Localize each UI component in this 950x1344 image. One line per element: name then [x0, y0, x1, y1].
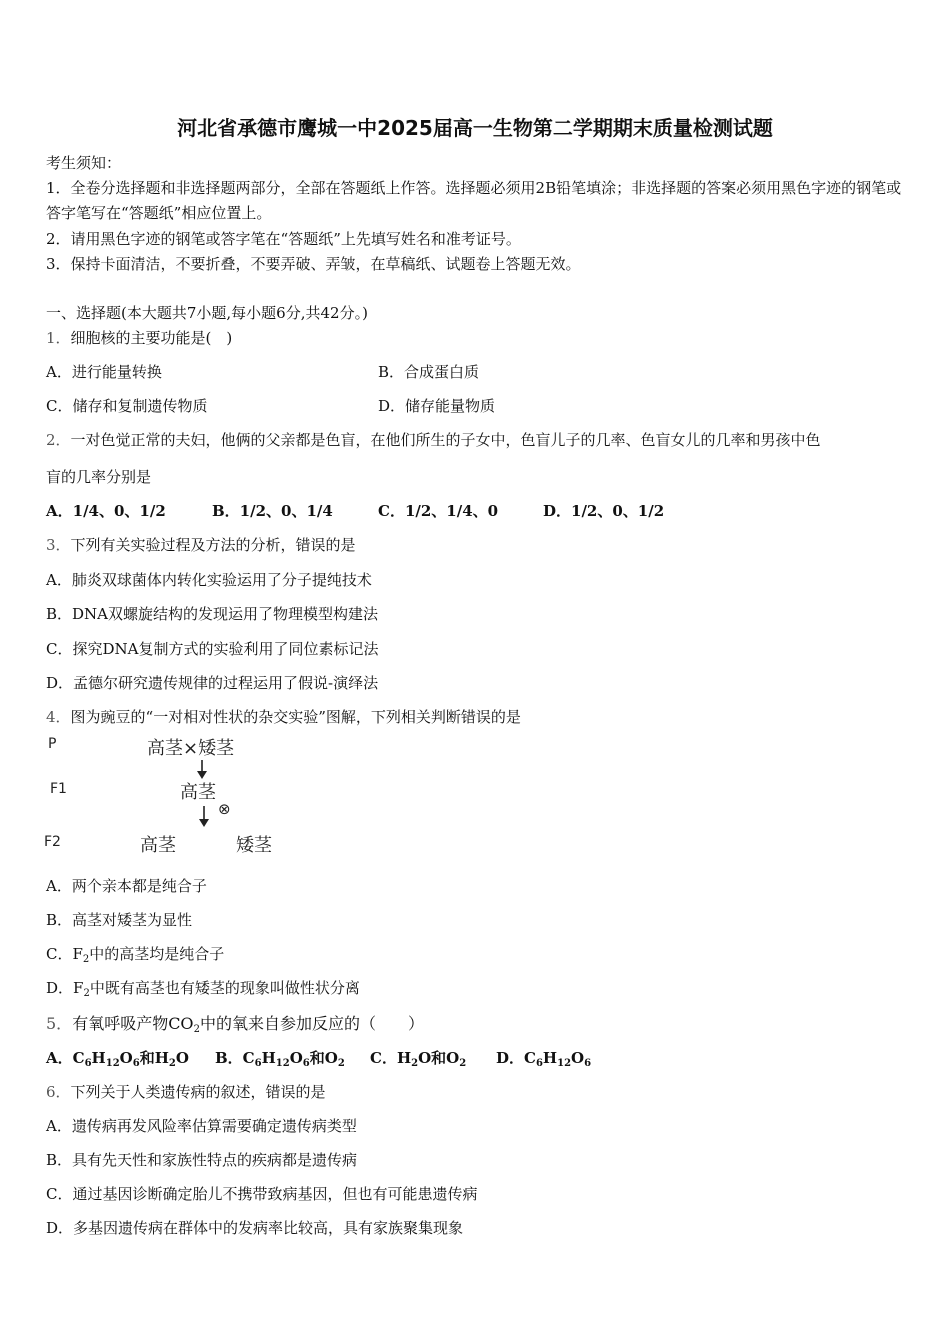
q1-option-d: D．储存能量物质: [378, 397, 496, 415]
q1-option-c: C．储存和复制遗传物质: [46, 397, 208, 415]
q6-option-b: B．具有先天性和家族性特点的疾病都是遗传病: [46, 1151, 358, 1169]
q4-option-c: C．$F_2$中的高茎均是纯合子: [46, 945, 225, 965]
q3-option-b: B．DNA双螺旋结构的发现运用了物理模型构建法: [46, 605, 379, 623]
question-stem: 图为豌豆的“一对相对性状的杂交实验”图解，下列相关判断错误的是: [70, 708, 521, 726]
diagram-cross: 高茎×矮茎: [147, 738, 235, 759]
question-number: 4．: [46, 708, 71, 726]
selfing-icon: ⊗: [218, 800, 231, 818]
q6-option-d: D．多基因遗传病在群体中的发病率比较高，具有家族聚集现象: [46, 1219, 464, 1237]
q5-option-a: A．$C_6H_{12}O_6$和$H_2O$: [46, 1049, 189, 1069]
question-3: [46, 534, 356, 555]
question-number: 5．: [46, 1014, 73, 1033]
question-number: 6．: [46, 1083, 71, 1101]
q5-option-b: B．$C_6H_{12}O_6$和$O_2$: [215, 1049, 345, 1069]
diagram-f2-tall: 高茎: [140, 835, 176, 856]
q4-option-a: A．两个亲本都是纯合子: [46, 877, 207, 895]
q5-option-d: D．$C_6H_{12}O_6$: [496, 1049, 592, 1069]
notice-item-3: 3．保持卡面清洁，不要折叠，不要弄破、弄皱，在草稿纸、试题卷上答题无效。: [46, 255, 581, 273]
q2-option-b: B．1/2、0、1/4: [212, 502, 333, 520]
question-number: 1．: [46, 329, 71, 347]
question-2: [46, 429, 821, 450]
page-title: 河北省承德市鹰城一中2025届高一生物第二学期期末质量检测试题: [177, 116, 773, 140]
arrow-down-icon: [192, 758, 212, 780]
notice-heading: 考生须知：: [46, 154, 122, 172]
q3-option-c: C．探究DNA复制方式的实验利用了同位素标记法: [46, 640, 379, 658]
question-number: 2．: [46, 431, 71, 449]
diagram-f2-short: 矮茎: [236, 835, 272, 856]
question-number: 3．: [46, 536, 71, 554]
question-5: 5．有氧呼吸产物$CO_2$中的氧来自参加反应的（ ）: [46, 1014, 424, 1035]
q4-option-d: D．$F_2$中既有高茎也有矮茎的现象叫做性状分离: [46, 979, 360, 999]
question-2-cont: 盲的几率分别是: [46, 468, 152, 486]
notice-item-2: 2．请用黑色字迹的钢笔或答字笔在“答题纸”上先填写姓名和准考证号。: [46, 230, 521, 248]
question-1: [46, 327, 232, 348]
question-4: [46, 706, 521, 727]
q6-option-a: A．遗传病再发风险率估算需要确定遗传病类型: [46, 1117, 357, 1135]
q2-option-c: C．1/2、1/4、0: [378, 502, 499, 520]
cross-diagram: [40, 730, 320, 860]
diagram-label-f2: F2: [44, 834, 61, 850]
question-6: [46, 1081, 326, 1102]
diagram-label-f1: F1: [50, 781, 67, 797]
arrow-down-icon: [194, 804, 214, 828]
q1-option-b: B．合成蛋白质: [378, 363, 480, 381]
question-stem: 下列有关实验过程及方法的分析，错误的是: [70, 536, 356, 554]
diagram-label-p: P: [48, 736, 57, 752]
q2-option-a: A．1/4、0、1/2: [46, 502, 166, 520]
q3-option-a: A．肺炎双球菌体内转化实验运用了分子提纯技术: [46, 571, 372, 589]
q6-option-c: C．通过基因诊断确定胎儿不携带致病基因，但也有可能患遗传病: [46, 1185, 478, 1203]
section-heading: 一、选择题(本大题共7小题,每小题6分,共42分。): [46, 304, 368, 322]
question-stem: 一对色觉正常的夫妇，他俩的父亲都是色盲，在他们所生的子女中，色盲儿子的几率、色盲女儿的几率和男孩中色: [70, 431, 821, 449]
question-stem: 下列关于人类遗传病的叙述，错误的是: [70, 1083, 326, 1101]
notice-item-1: 1．全卷分选择题和非选择题两部分，全部在答题纸上作答。选择题必须用2B铅笔填涂；非选择题的答案必须用黑色字迹的钢笔或答字笔写在“答题纸”相应位置上。: [46, 179, 902, 222]
q4-option-b: B．高茎对矮茎为显性: [46, 911, 193, 929]
q1-option-a: A．进行能量转换: [46, 363, 162, 381]
q3-option-d: D．孟德尔研究遗传规律的过程运用了假说-演绎法: [46, 674, 379, 692]
q2-option-d: D．1/2、0、1/2: [543, 502, 665, 520]
diagram-f1-plant: 高茎: [180, 782, 216, 803]
q5-option-c: C．$H_2O$和$O_2$: [370, 1049, 467, 1069]
question-stem: 细胞核的主要功能是( ): [70, 329, 233, 347]
